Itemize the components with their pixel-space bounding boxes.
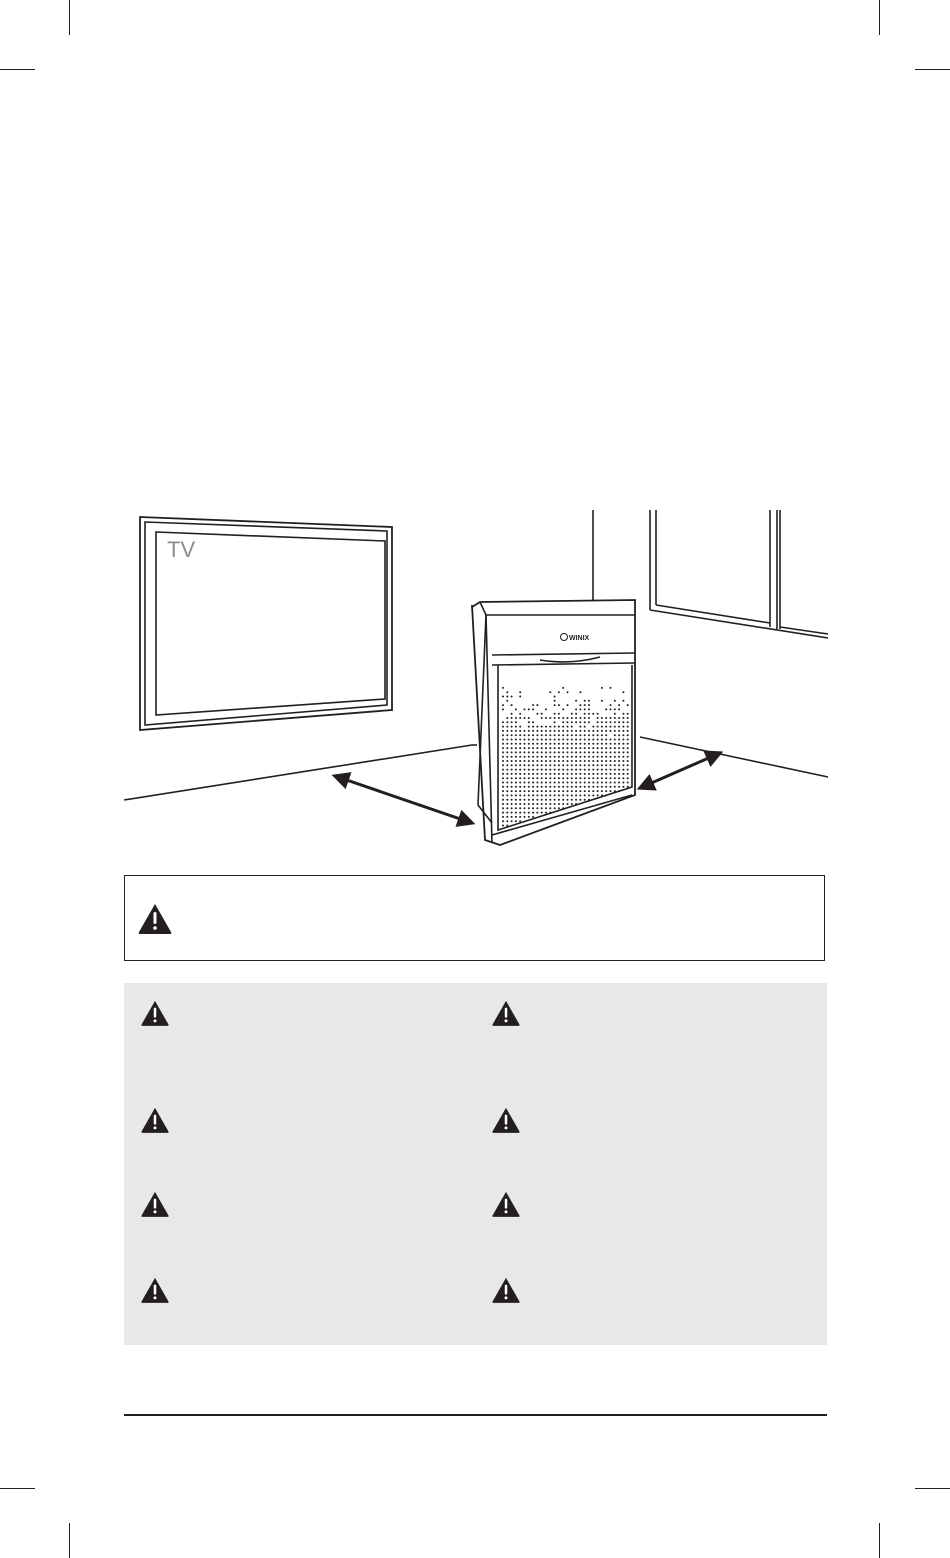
double-arrow-icon: [335, 776, 472, 823]
warning-triangle-icon: [140, 1190, 170, 1223]
warning-triangle-icon: [137, 902, 173, 935]
floor-line: [124, 745, 472, 800]
grille-dots: [502, 687, 629, 827]
warning-triangle-icon: [491, 1276, 521, 1309]
crop-mark: [915, 69, 950, 70]
crop-mark: [0, 1488, 35, 1489]
floor-line: [640, 737, 828, 777]
crop-mark: [0, 69, 35, 70]
warning-triangle-icon: [491, 1190, 521, 1223]
warning-triangle-icon: [491, 999, 521, 1032]
warning-triangle-icon: [491, 1106, 521, 1139]
warning-triangle-icon: [140, 1276, 170, 1309]
notice-box: [124, 875, 825, 961]
crop-mark: [879, 0, 880, 35]
double-arrow-icon: [640, 753, 720, 788]
warnings-panel: [124, 983, 827, 1345]
warning-triangle-icon: [140, 999, 170, 1032]
brand-logo: WINIX: [569, 635, 590, 642]
tv-label: TV: [167, 537, 196, 562]
brand-logo-icon: [561, 634, 568, 641]
crop-mark: [879, 1523, 880, 1558]
crop-mark: [915, 1488, 950, 1489]
crop-mark: [69, 1523, 70, 1558]
crop-mark: [69, 0, 70, 35]
placement-illustration: [120, 505, 830, 850]
warning-triangle-icon: [140, 1106, 170, 1139]
footer-rule: [124, 1414, 827, 1416]
window: [650, 510, 828, 638]
